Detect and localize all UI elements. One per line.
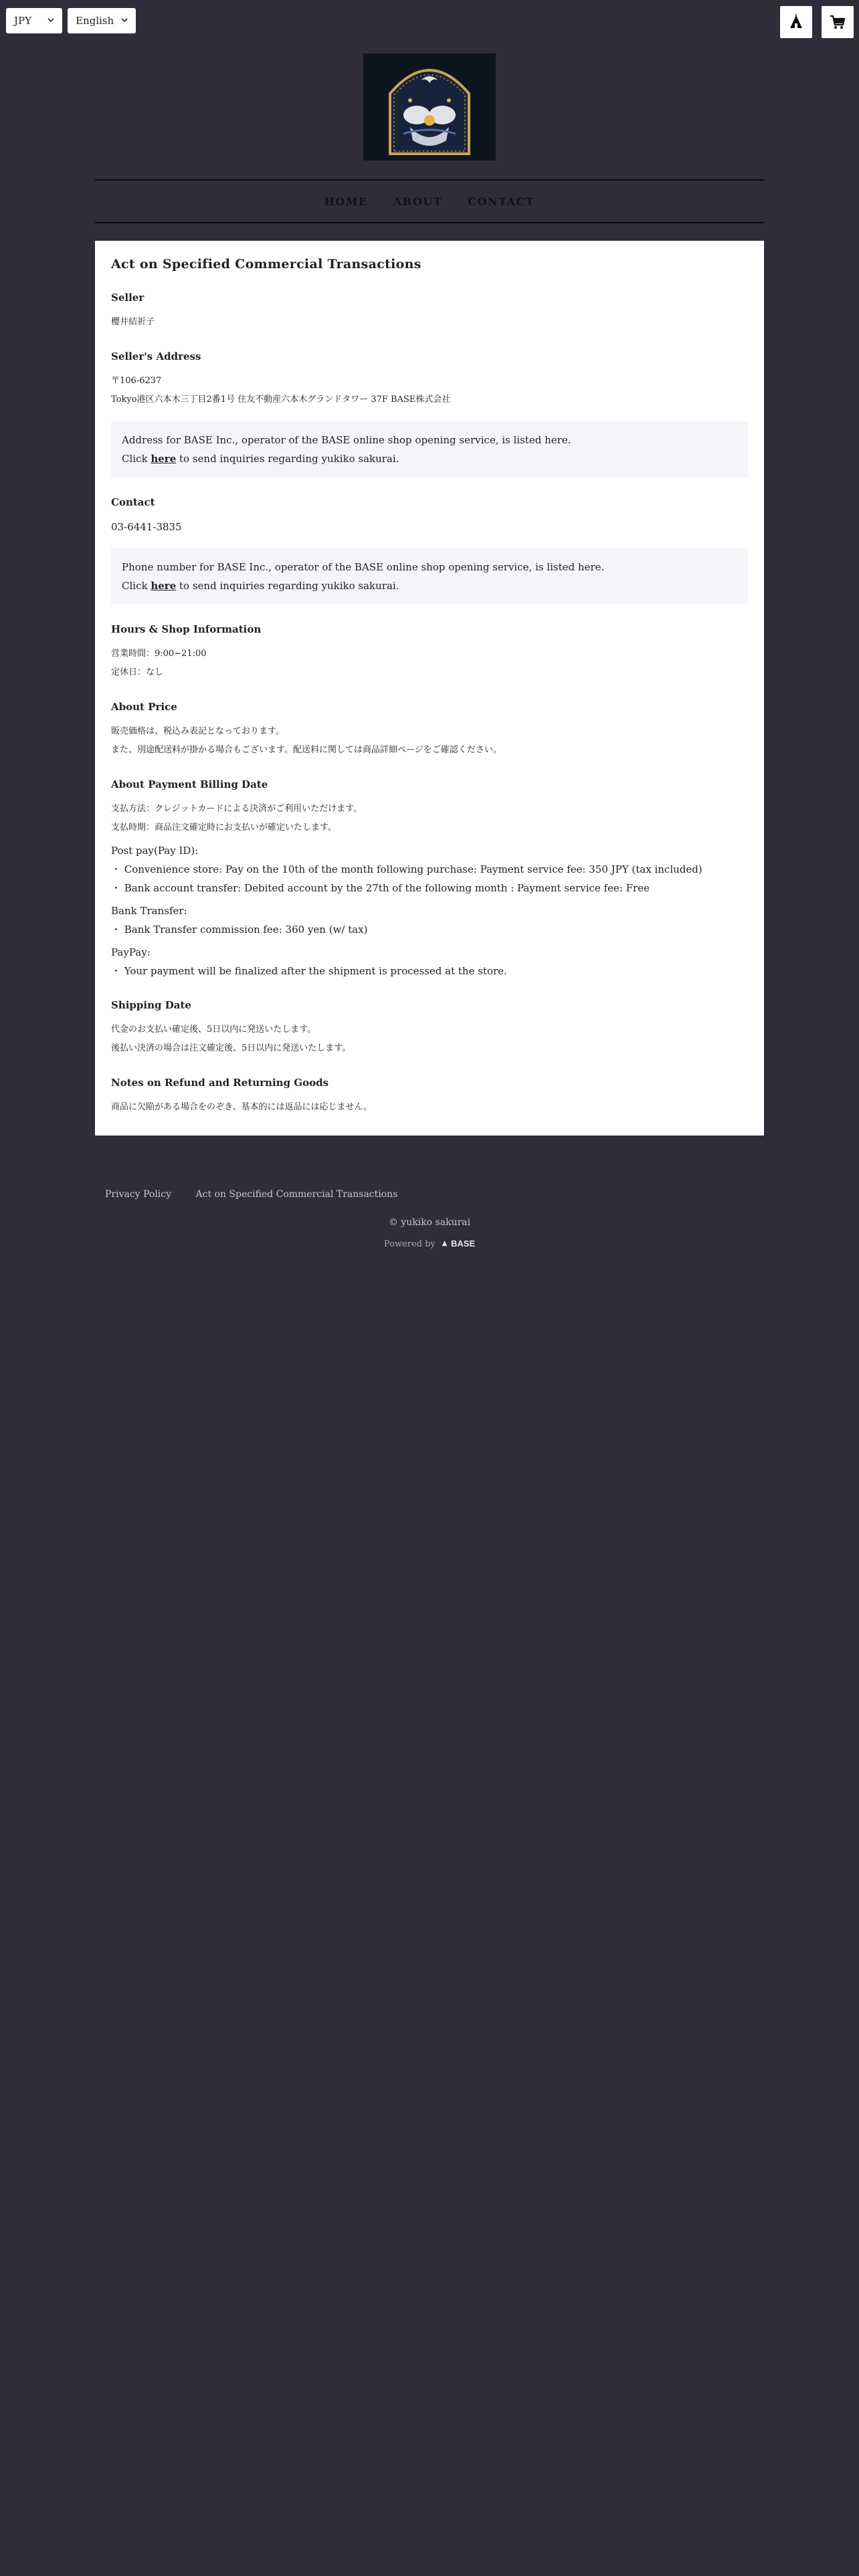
address-section bbox=[111, 350, 748, 477]
main-nav bbox=[95, 179, 764, 223]
contact-note-inquiry bbox=[122, 576, 737, 595]
address-line: Tokyo港区六本木三丁目2番1号 住友不動産六本木グランドタワー 37F BASE株式会社 bbox=[111, 395, 451, 405]
payment-section bbox=[111, 778, 748, 980]
base-logo-icon bbox=[787, 13, 805, 31]
base-logo-icon bbox=[441, 1240, 448, 1247]
price-line-1: 販売価格は、税込み表記となっております。 bbox=[111, 726, 284, 736]
holiday-line: 定休日：なし bbox=[111, 667, 164, 677]
payment-timing-line: 支払時期：商品注文確定時にお支払いが確定いたします。 bbox=[111, 823, 337, 833]
refund-line: 商品に欠陥がある場合をのぞき、基本的には返品には応じません。 bbox=[111, 1102, 373, 1112]
payment-heading: About Payment Billing Date bbox=[111, 778, 268, 790]
contact-note-text: Phone number for BASE Inc., operator of the BASE online shop opening service, is listed here. bbox=[122, 561, 605, 573]
copyright: © yukiko sakurai bbox=[388, 1217, 471, 1228]
shop-logo-image bbox=[363, 53, 496, 160]
language-select[interactable] bbox=[68, 8, 136, 33]
shop-logo[interactable] bbox=[363, 53, 496, 160]
refund-heading: Notes on Refund and Returning Goods bbox=[111, 1077, 329, 1089]
currency-select-value: JPY bbox=[14, 15, 32, 27]
contact-section bbox=[111, 496, 748, 605]
contact-heading: Contact bbox=[111, 496, 155, 508]
powered-by-text: Powered by bbox=[383, 1239, 436, 1249]
currency-select[interactable] bbox=[6, 8, 62, 33]
bank-transfer-fee: ・ Bank Transfer commission fee: 360 yen (w/ tax) bbox=[111, 924, 368, 936]
address-note-text: Address for BASE Inc., operator of the BASE online shop opening service, is listed here. bbox=[122, 434, 571, 446]
seller-heading: Seller bbox=[111, 292, 145, 304]
price-heading: About Price bbox=[111, 701, 177, 713]
payment-method-line: 支払方法：クレジットカードによる決済がご利用いただけます。 bbox=[111, 804, 363, 814]
seller-section bbox=[111, 292, 748, 332]
inquiry-link[interactable]: here bbox=[151, 453, 177, 465]
content-card bbox=[95, 241, 764, 1136]
note-click-text: Click bbox=[122, 453, 148, 465]
language-select-value: English bbox=[76, 15, 114, 27]
chevron-down-icon bbox=[120, 15, 129, 25]
shipping-line-2: 後払い決済の場合は注文確定後、5日以内に発送いたします。 bbox=[111, 1043, 351, 1053]
price-section bbox=[111, 701, 748, 760]
note-rest-text: to send inquiries regarding yukiko sakurai. bbox=[179, 453, 399, 465]
postal-code: 〒106-6237 bbox=[111, 376, 162, 386]
paypay-note: ・ Your payment will be finalized after the shipment is processed at the store. bbox=[111, 965, 507, 977]
cart-button[interactable] bbox=[822, 6, 854, 38]
base-logo-text: BASE bbox=[451, 1239, 476, 1249]
postpay-label: Post pay(Pay ID): bbox=[111, 845, 199, 857]
note-rest-text: to send inquiries regarding yukiko sakurai. bbox=[179, 580, 399, 592]
hours-line: 営業時間：9:00~21:00 bbox=[111, 649, 207, 659]
paypay-label: PayPay: bbox=[111, 946, 151, 958]
nav-home[interactable]: HOME bbox=[324, 195, 368, 208]
postpay-convenience: ・ Convenience store: Pay on the 10th of the month following purchase: Payment service fee: 350 JPY (tax included) bbox=[111, 863, 702, 875]
powered-by[interactable] bbox=[0, 1239, 859, 1249]
contact-phone: 03-6441-3835 bbox=[111, 521, 182, 533]
address-note bbox=[111, 421, 748, 477]
chevron-down-icon bbox=[46, 15, 56, 25]
shipping-section bbox=[111, 999, 748, 1058]
address-heading: Seller's Address bbox=[111, 350, 201, 362]
contact-note bbox=[111, 548, 748, 605]
bank-transfer-label: Bank Transfer: bbox=[111, 905, 187, 917]
hours-section bbox=[111, 623, 748, 682]
note-click-text: Click bbox=[122, 580, 148, 592]
cart-icon bbox=[829, 13, 846, 31]
page-title: Act on Specified Commercial Transactions bbox=[111, 257, 421, 272]
address-note-inquiry bbox=[122, 449, 737, 468]
inquiry-link[interactable]: here bbox=[151, 580, 177, 592]
base-app-button[interactable] bbox=[780, 6, 812, 38]
postpay-bank: ・ Bank account transfer: Debited account by the 27th of the following month : Payment service fee: Free bbox=[111, 882, 650, 894]
refund-section bbox=[111, 1077, 748, 1117]
seller-name: 櫻井結祈子 bbox=[111, 317, 155, 327]
footer-privacy-link[interactable]: Privacy Policy bbox=[105, 1189, 172, 1200]
top-bar bbox=[0, 0, 859, 47]
shipping-heading: Shipping Date bbox=[111, 999, 191, 1011]
nav-about[interactable]: ABOUT bbox=[393, 195, 443, 208]
hours-heading: Hours & Shop Information bbox=[111, 623, 262, 635]
footer-links bbox=[105, 1189, 419, 1200]
price-line-2: また、別途配送料が掛かる場合もございます。配送料に関しては商品詳細ページをご確認ください。 bbox=[111, 745, 502, 755]
shipping-line-1: 代金のお支払い確定後、5日以内に発送いたします。 bbox=[111, 1025, 316, 1035]
nav-contact[interactable]: CONTACT bbox=[468, 195, 535, 208]
footer-act-link[interactable]: Act on Specified Commercial Transactions bbox=[195, 1189, 398, 1200]
